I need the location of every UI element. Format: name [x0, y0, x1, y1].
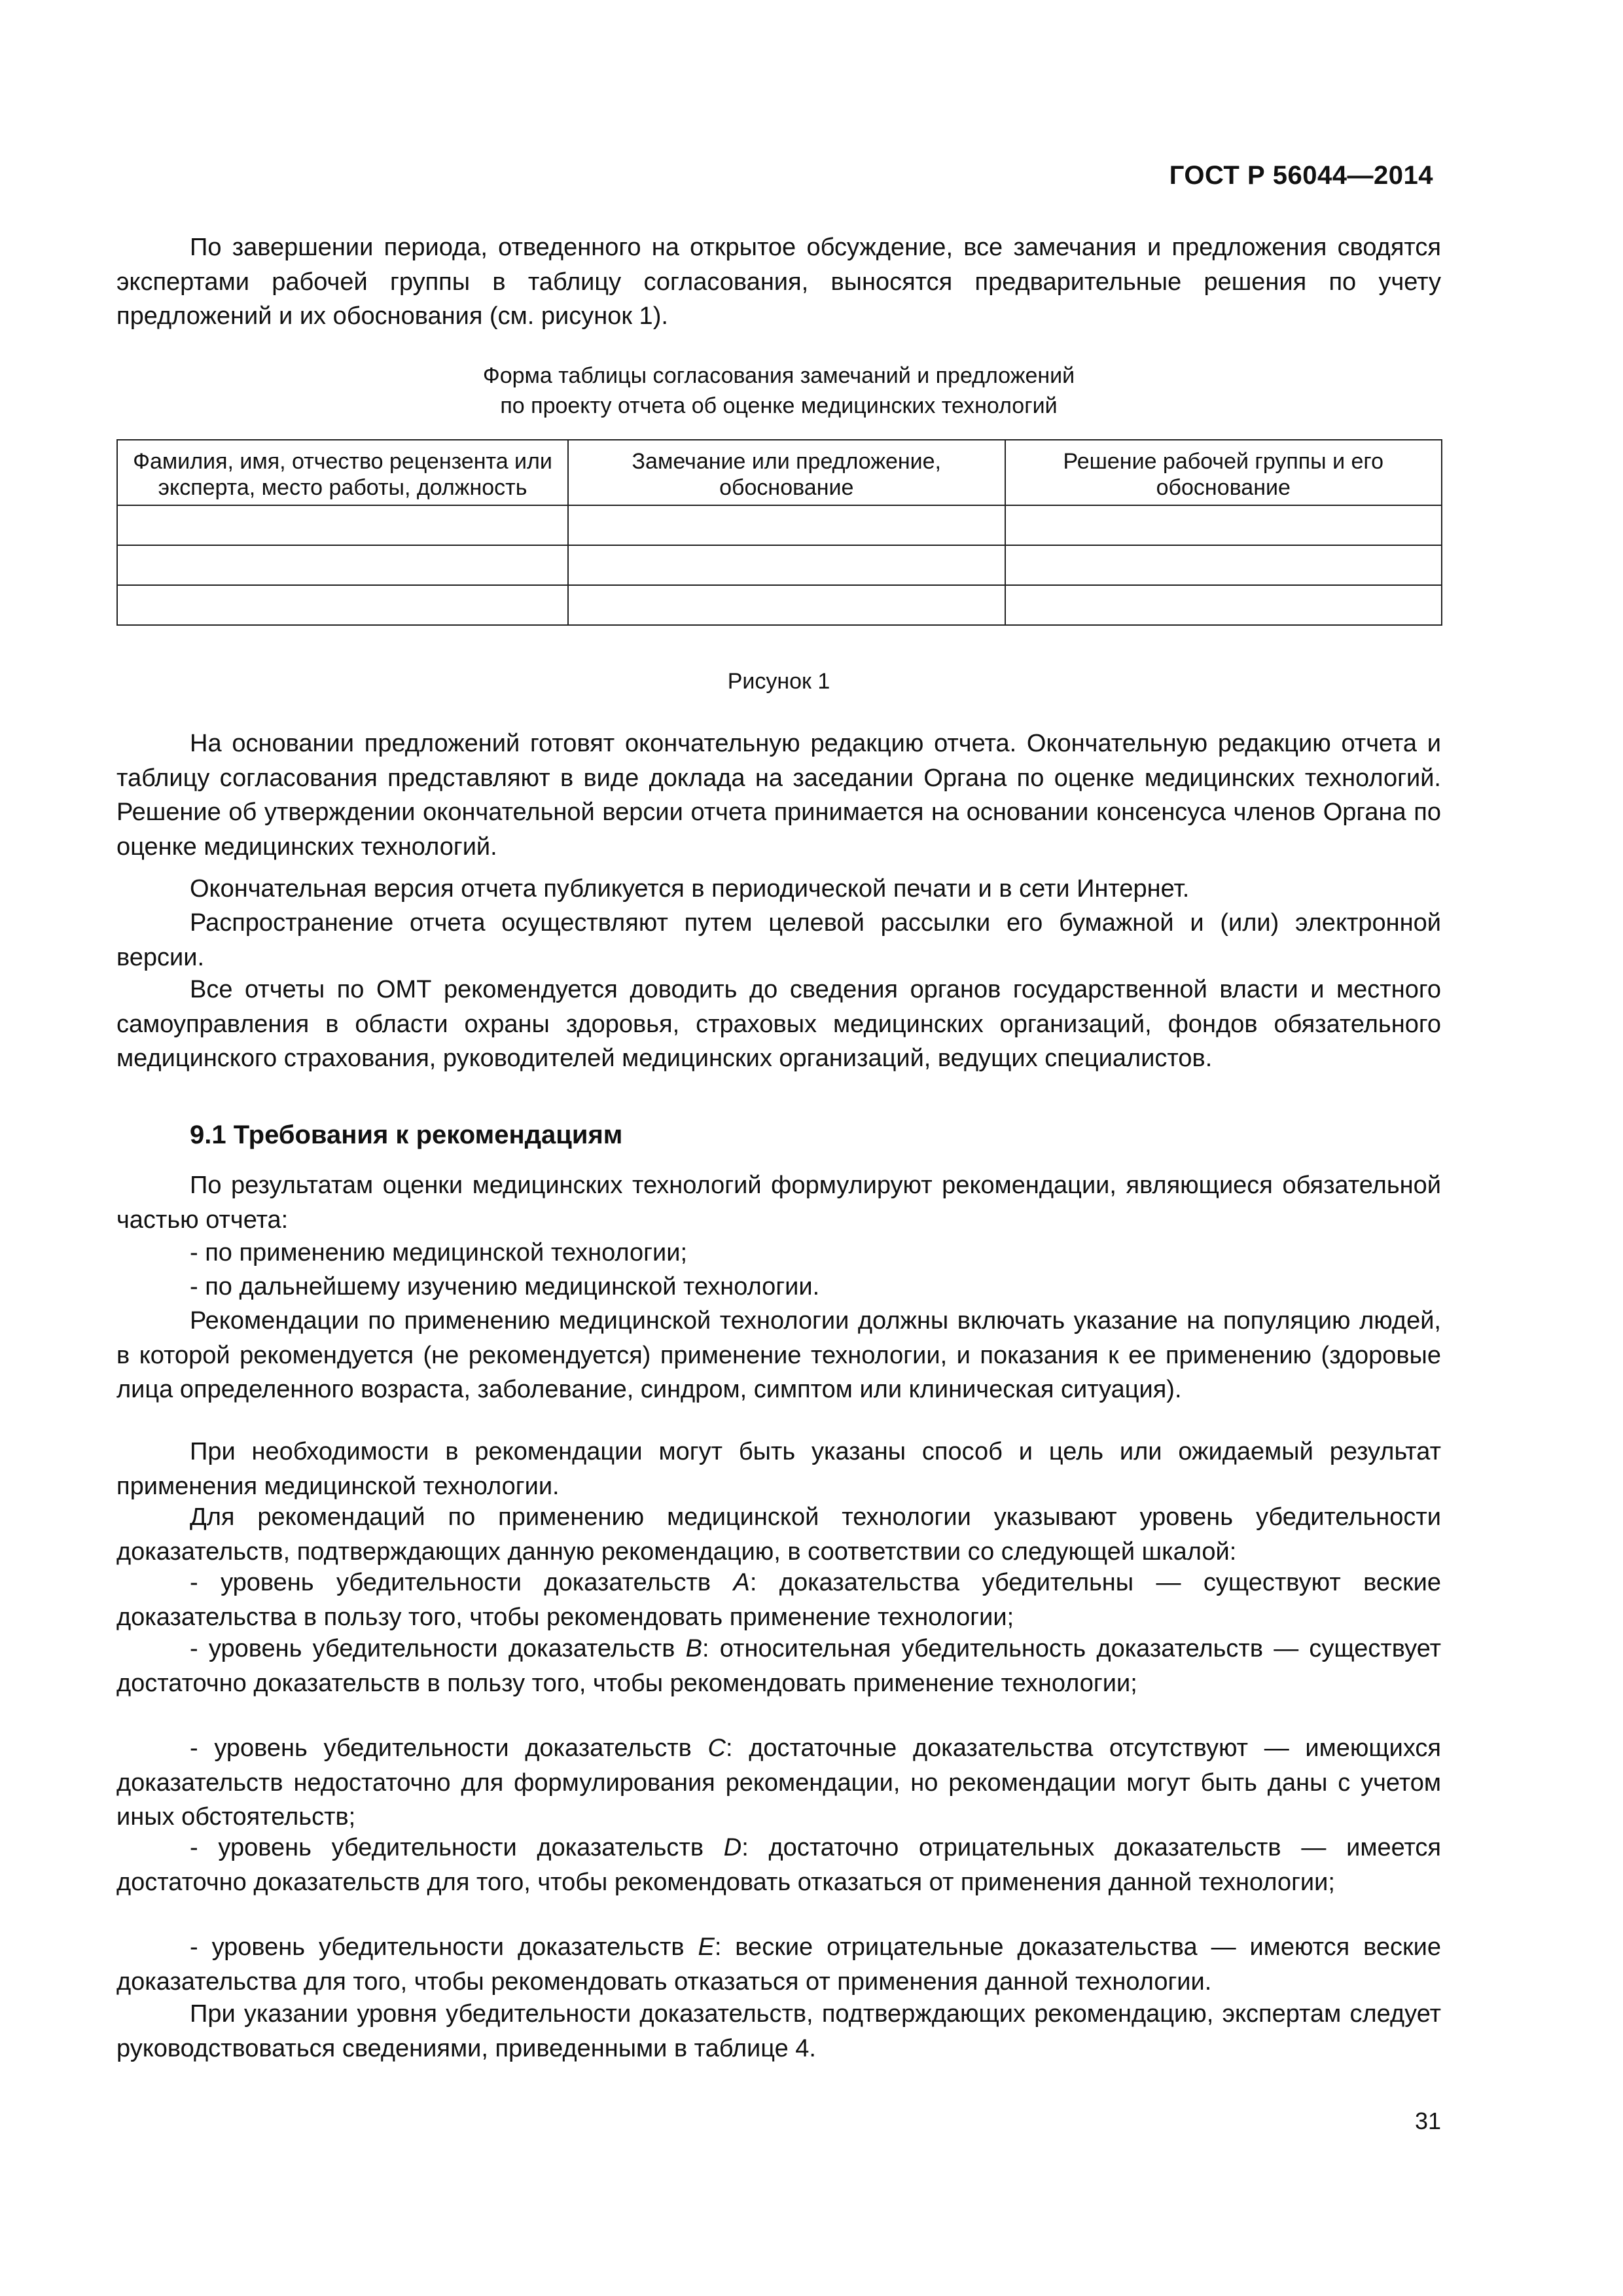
intro-paragraph: По завершении периода, отведенного на открытое обсуждение, все замечания и предложения сводятся экспертами рабочей группы в таблицу согласования, выносятся предварительные решения по учету предложений и их обоснования (см. рисунок 1). — [116, 234, 1441, 330]
section-heading: 9.1 Требования к рекомендациям — [190, 1121, 623, 1149]
table-cell — [568, 585, 1005, 625]
paragraph-final-edition: На основании предложений готовят окончательную редакцию отчета. Окончательную редакцию отчета и таблицу согласования представляют в виде доклада на заседании Органа по оценке медицинских технологий. Решение об утверждении окончательной версии отчета принимается на основании консенсуса членов Органа по оценке медицинских технологий. — [116, 730, 1441, 861]
table-header-row — [117, 440, 1442, 505]
table-cell — [1005, 505, 1442, 545]
figure-title-line-2: по проекту отчета об оценке медицинских технологий — [500, 393, 1058, 418]
evidence-level-d: - уровень убедительности доказательств D: достаточно отрицательных доказательств — имеется достаточно доказательств для того, чтобы рекомендовать отказаться от применения данной технологии; — [116, 1834, 1441, 1896]
paragraph-audience: Все отчеты по ОМТ рекомендуется доводить до сведения органов государственной власти и местного самоуправления в области охраны здоровья, страховых медицинских организаций, фондов обязательного медицинского страхования, руководителей медицинских организаций, ведущих специалистов. — [116, 976, 1441, 1072]
table-cell — [568, 505, 1005, 545]
list-item: - по применению медицинской технологии; — [190, 1239, 687, 1266]
table-cell — [1005, 585, 1442, 625]
figure-title-line-1: Форма таблицы согласования замечаний и предложений — [482, 363, 1075, 388]
column-header-reviewer: Фамилия, имя, отчество рецензента или эксперта, место работы, должность — [117, 440, 568, 505]
table-cell — [117, 505, 568, 545]
evidence-level-e: - уровень убедительности доказательств E: веские отрицательные доказательства — имеются веские доказательства для того, чтобы рекомендовать отказаться от применения данной технологии. — [116, 1933, 1442, 1996]
figure-caption: Рисунок 1 — [727, 669, 830, 694]
table-cell — [568, 545, 1005, 585]
agreement-table — [116, 439, 1442, 626]
column-header-remark: Замечание или предложение, обоснование — [568, 440, 1005, 505]
document-id: ГОСТ Р 56044—2014 — [1169, 161, 1433, 190]
table-cell — [1005, 545, 1442, 585]
paragraph-distribution: Распространение отчета осуществляют путем целевой рассылки его бумажной и (или) электронной версии. — [116, 909, 1441, 971]
paragraph-population: Рекомендации по применению медицинской технологии должны включать указание на популяцию людей, в которой рекомендуется (не рекомендуется) применение технологии, и показания к ее применению (здоровые лица определенного возраста, заболевание, синдром, симптом или клиническая ситуация). — [116, 1307, 1441, 1403]
page-number: 31 — [1414, 2108, 1441, 2134]
table-cell — [117, 545, 568, 585]
paragraph-recommendations-intro: По результатам оценки медицинских технологий формулируют рекомендации, являющиеся обязательной частью отчета: — [116, 1172, 1441, 1234]
paragraph-publication: Окончательная версия отчета публикуется в периодической печати и в сети Интернет. — [190, 875, 1190, 903]
evidence-level-a: - уровень убедительности доказательств A: доказательства убедительны — существуют веские доказательства в пользу того, чтобы рекомендовать применение технологии; — [116, 1569, 1442, 1631]
evidence-level-c: - уровень убедительности доказательств C: достаточные доказательства отсутствуют — имеющихся доказательств недостаточно для формулирования рекомендации, но рекомендации могут быть даны с учетом иных обстоятельств; — [116, 1734, 1441, 1831]
column-header-decision: Решение рабочей группы и его обоснование — [1005, 440, 1442, 505]
paragraph-method: При необходимости в рекомендации могут быть указаны способ и цель или ожидаемый результат применения медицинской технологии. — [116, 1438, 1441, 1500]
paragraph-table-reference: При указании уровня убедительности доказательств, подтверждающих рекомендацию, экспертам следует руководствоваться сведениями, приведенными в таблице 4. — [116, 2000, 1441, 2062]
table-row — [117, 585, 1442, 625]
evidence-level-b: - уровень убедительности доказательств B: относительная убедительность доказательств — существует достаточно доказательств в пользу того, чтобы рекомендовать применение технологии; — [116, 1635, 1442, 1697]
table-cell — [117, 585, 568, 625]
paragraph-scale-intro: Для рекомендаций по применению медицинской технологии указывают уровень убедительности доказательств, подтверждающих данную рекомендацию, в соответствии со следующей шкалой: — [116, 1503, 1441, 1566]
table-row — [117, 545, 1442, 585]
list-item: - по дальнейшему изучению медицинской технологии. — [190, 1273, 820, 1300]
table-row — [117, 505, 1442, 545]
